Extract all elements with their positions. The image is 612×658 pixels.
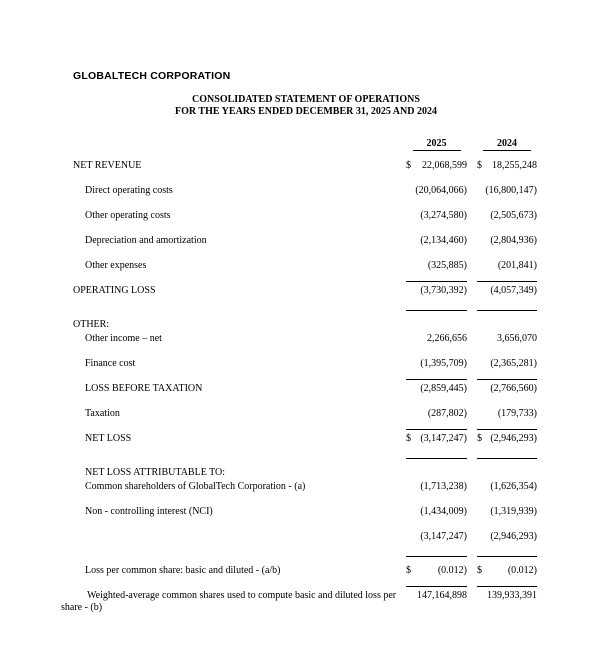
row-label-loss-before-taxation: LOSS BEFORE TAXATION bbox=[85, 382, 203, 394]
row-label-non-controlling-interest: Non - controlling interest (NCI) bbox=[85, 505, 213, 517]
dollar-sign: $ bbox=[477, 564, 482, 576]
row-other-income-net bbox=[61, 333, 537, 345]
total-underline-operating-loss bbox=[61, 310, 537, 311]
row-non-controlling-interest bbox=[61, 506, 537, 518]
dollar-sign: $ bbox=[406, 564, 411, 576]
value-cell-common-shareholders-2024 bbox=[477, 481, 537, 493]
value-cell-taxation-2024 bbox=[477, 408, 537, 420]
row-finance-cost bbox=[61, 358, 537, 370]
value-net-loss-2025: (3,147,247) bbox=[420, 432, 467, 444]
value-operating-loss-2025: (3,730,392) bbox=[420, 284, 467, 296]
dollar-sign: $ bbox=[406, 159, 411, 171]
row-label-other-section: OTHER: bbox=[73, 318, 110, 330]
row-label-other-income-net: Other income – net bbox=[85, 332, 162, 344]
value-direct-operating-costs-2024: (16,800,147) bbox=[485, 184, 537, 196]
value-cell-depreciation-amortization-2024 bbox=[477, 235, 537, 247]
statement-page bbox=[0, 70, 612, 658]
underline-cell-2025 bbox=[406, 458, 467, 459]
statement-title: CONSOLIDATED STATEMENT OF OPERATIONS bbox=[192, 94, 420, 105]
row-label-loss-per-share: Loss per common share: basic and diluted - (a/b) bbox=[85, 564, 281, 576]
row-label-net-revenue: NET REVENUE bbox=[73, 159, 142, 171]
statement-period: FOR THE YEARS ENDED DECEMBER 31, 2025 AND 2024 bbox=[175, 105, 437, 117]
row-other-section bbox=[61, 319, 537, 331]
value-cell-loss-before-taxation-2024 bbox=[477, 383, 537, 395]
value-cell-other-income-net-2025 bbox=[406, 333, 467, 345]
row-other-operating-costs bbox=[61, 210, 537, 222]
value-cell-total-attributable-2024 bbox=[477, 531, 537, 543]
value-cell-net-loss-2025 bbox=[406, 433, 467, 445]
statement-table bbox=[61, 138, 537, 614]
value-cell-weighted-average-shares-2025 bbox=[406, 590, 467, 602]
value-finance-cost-2024: (2,365,281) bbox=[490, 357, 537, 369]
value-cell-other-operating-costs-2025 bbox=[406, 210, 467, 222]
value-cell-non-controlling-interest-2025 bbox=[406, 506, 467, 518]
value-taxation-2024: (179,733) bbox=[497, 407, 537, 419]
company-name: GLOBALTECH CORPORATION bbox=[73, 70, 231, 82]
value-direct-operating-costs-2025: (20,064,066) bbox=[415, 184, 467, 196]
value-loss-before-taxation-2025: (2,859,445) bbox=[420, 382, 467, 394]
value-cell-other-expenses-2025 bbox=[406, 260, 467, 272]
value-non-controlling-interest-2025: (1,434,009) bbox=[420, 505, 467, 517]
value-loss-per-share-2024: (0.012) bbox=[507, 564, 537, 576]
column-header-cell-2025 bbox=[406, 138, 467, 151]
underline-cell-2025 bbox=[406, 310, 467, 311]
value-taxation-2025: (287,802) bbox=[427, 407, 467, 419]
value-depreciation-amortization-2025: (2,134,460) bbox=[420, 234, 467, 246]
value-cell-operating-loss-2025 bbox=[406, 285, 467, 297]
row-label-operating-loss: OPERATING LOSS bbox=[73, 284, 156, 296]
underline-cell-2024 bbox=[477, 458, 537, 459]
row-net-revenue bbox=[61, 160, 537, 172]
dollar-sign: $ bbox=[406, 432, 411, 444]
underline-spacer bbox=[61, 556, 406, 557]
row-label-attributable-section: NET LOSS ATTRIBUTABLE TO: bbox=[85, 466, 226, 478]
value-cell-net-revenue-2025 bbox=[406, 160, 467, 172]
value-cell-direct-operating-costs-2024 bbox=[477, 185, 537, 197]
value-net-loss-2024: (2,946,293) bbox=[490, 432, 537, 444]
value-cell-weighted-average-shares-2024 bbox=[477, 590, 537, 602]
underline-cell-2025 bbox=[406, 556, 467, 557]
value-common-shareholders-2024: (1,626,354) bbox=[490, 480, 537, 492]
value-cell-other-operating-costs-2024 bbox=[477, 210, 537, 222]
value-depreciation-amortization-2024: (2,804,936) bbox=[490, 234, 537, 246]
underline-spacer bbox=[61, 458, 406, 459]
row-depreciation-amortization bbox=[61, 235, 537, 247]
value-cell-finance-cost-2025 bbox=[406, 358, 467, 370]
value-cell-total-attributable-2025 bbox=[406, 531, 467, 543]
row-other-expenses bbox=[61, 260, 537, 272]
row-label-taxation: Taxation bbox=[85, 407, 120, 419]
row-attributable-section bbox=[61, 467, 537, 479]
value-weighted-average-shares-2025: 147,164,898 bbox=[417, 589, 467, 601]
row-label-depreciation-amortization: Depreciation and amortization bbox=[85, 234, 207, 246]
row-operating-loss bbox=[61, 285, 537, 297]
statement-rows bbox=[61, 160, 537, 614]
value-other-expenses-2024: (201,841) bbox=[497, 259, 537, 271]
value-cell-loss-per-share-2024 bbox=[477, 565, 537, 577]
value-total-attributable-2024: (2,946,293) bbox=[490, 530, 537, 542]
total-underline-net-loss bbox=[61, 458, 537, 459]
value-cell-net-loss-2024 bbox=[477, 433, 537, 445]
value-weighted-average-shares-2024: 139,933,391 bbox=[487, 589, 537, 601]
underline-cell-2024 bbox=[477, 310, 537, 311]
value-cell-direct-operating-costs-2025 bbox=[406, 185, 467, 197]
row-label-net-loss: NET LOSS bbox=[85, 432, 132, 444]
column-gap bbox=[467, 458, 477, 459]
value-cell-loss-per-share-2025 bbox=[406, 565, 467, 577]
column-gap bbox=[467, 556, 477, 557]
value-other-operating-costs-2024: (2,505,673) bbox=[490, 209, 537, 221]
row-loss-before-taxation bbox=[61, 383, 537, 395]
underline-cell-2024 bbox=[477, 556, 537, 557]
value-other-income-net-2025: 2,266,656 bbox=[427, 332, 467, 344]
row-common-shareholders bbox=[61, 481, 537, 493]
value-other-operating-costs-2025: (3,274,580) bbox=[420, 209, 467, 221]
dollar-sign: $ bbox=[477, 159, 482, 171]
row-total-attributable bbox=[61, 531, 537, 543]
column-header-2025: 2025 bbox=[413, 138, 461, 151]
value-common-shareholders-2025: (1,713,238) bbox=[420, 480, 467, 492]
value-cell-other-expenses-2024 bbox=[477, 260, 537, 272]
value-cell-other-income-net-2024 bbox=[477, 333, 537, 345]
total-underline-total-attributable bbox=[61, 556, 537, 557]
value-loss-before-taxation-2024: (2,766,560) bbox=[490, 382, 537, 394]
column-header-2024: 2024 bbox=[483, 138, 531, 151]
value-cell-net-revenue-2024 bbox=[477, 160, 537, 172]
underline-spacer bbox=[61, 310, 406, 311]
value-cell-common-shareholders-2025 bbox=[406, 481, 467, 493]
row-label-weighted-average-shares: Weighted-average common shares used to compute basic and diluted loss per share - (b) bbox=[61, 589, 397, 613]
value-cell-taxation-2025 bbox=[406, 408, 467, 420]
value-cell-depreciation-amortization-2025 bbox=[406, 235, 467, 247]
row-loss-per-share bbox=[61, 565, 537, 577]
value-finance-cost-2025: (1,395,709) bbox=[420, 357, 467, 369]
row-label-other-operating-costs: Other operating costs bbox=[85, 209, 171, 221]
value-other-expenses-2025: (325,885) bbox=[427, 259, 467, 271]
row-label-direct-operating-costs: Direct operating costs bbox=[85, 184, 173, 196]
row-label-common-shareholders: Common shareholders of GlobalTech Corporation - (a) bbox=[85, 480, 306, 492]
row-weighted-average-shares bbox=[61, 590, 537, 614]
value-non-controlling-interest-2024: (1,319,939) bbox=[490, 505, 537, 517]
row-taxation bbox=[61, 408, 537, 420]
row-label-finance-cost: Finance cost bbox=[85, 357, 136, 369]
value-cell-operating-loss-2024 bbox=[477, 285, 537, 297]
value-other-income-net-2024: 3,656,070 bbox=[497, 332, 537, 344]
column-header-cell-2024 bbox=[477, 138, 537, 151]
value-cell-non-controlling-interest-2024 bbox=[477, 506, 537, 518]
column-gap bbox=[467, 310, 477, 311]
value-operating-loss-2024: (4,057,349) bbox=[490, 284, 537, 296]
row-direct-operating-costs bbox=[61, 185, 537, 197]
column-header-row bbox=[61, 138, 537, 151]
dollar-sign: $ bbox=[477, 432, 482, 444]
value-net-revenue-2024: 18,255,248 bbox=[492, 159, 537, 171]
value-net-revenue-2025: 22,068,599 bbox=[422, 159, 467, 171]
value-loss-per-share-2025: (0.012) bbox=[437, 564, 467, 576]
value-cell-loss-before-taxation-2025 bbox=[406, 383, 467, 395]
value-cell-finance-cost-2024 bbox=[477, 358, 537, 370]
row-label-other-expenses: Other expenses bbox=[85, 259, 147, 271]
row-net-loss bbox=[61, 433, 537, 445]
value-total-attributable-2025: (3,147,247) bbox=[420, 530, 467, 542]
